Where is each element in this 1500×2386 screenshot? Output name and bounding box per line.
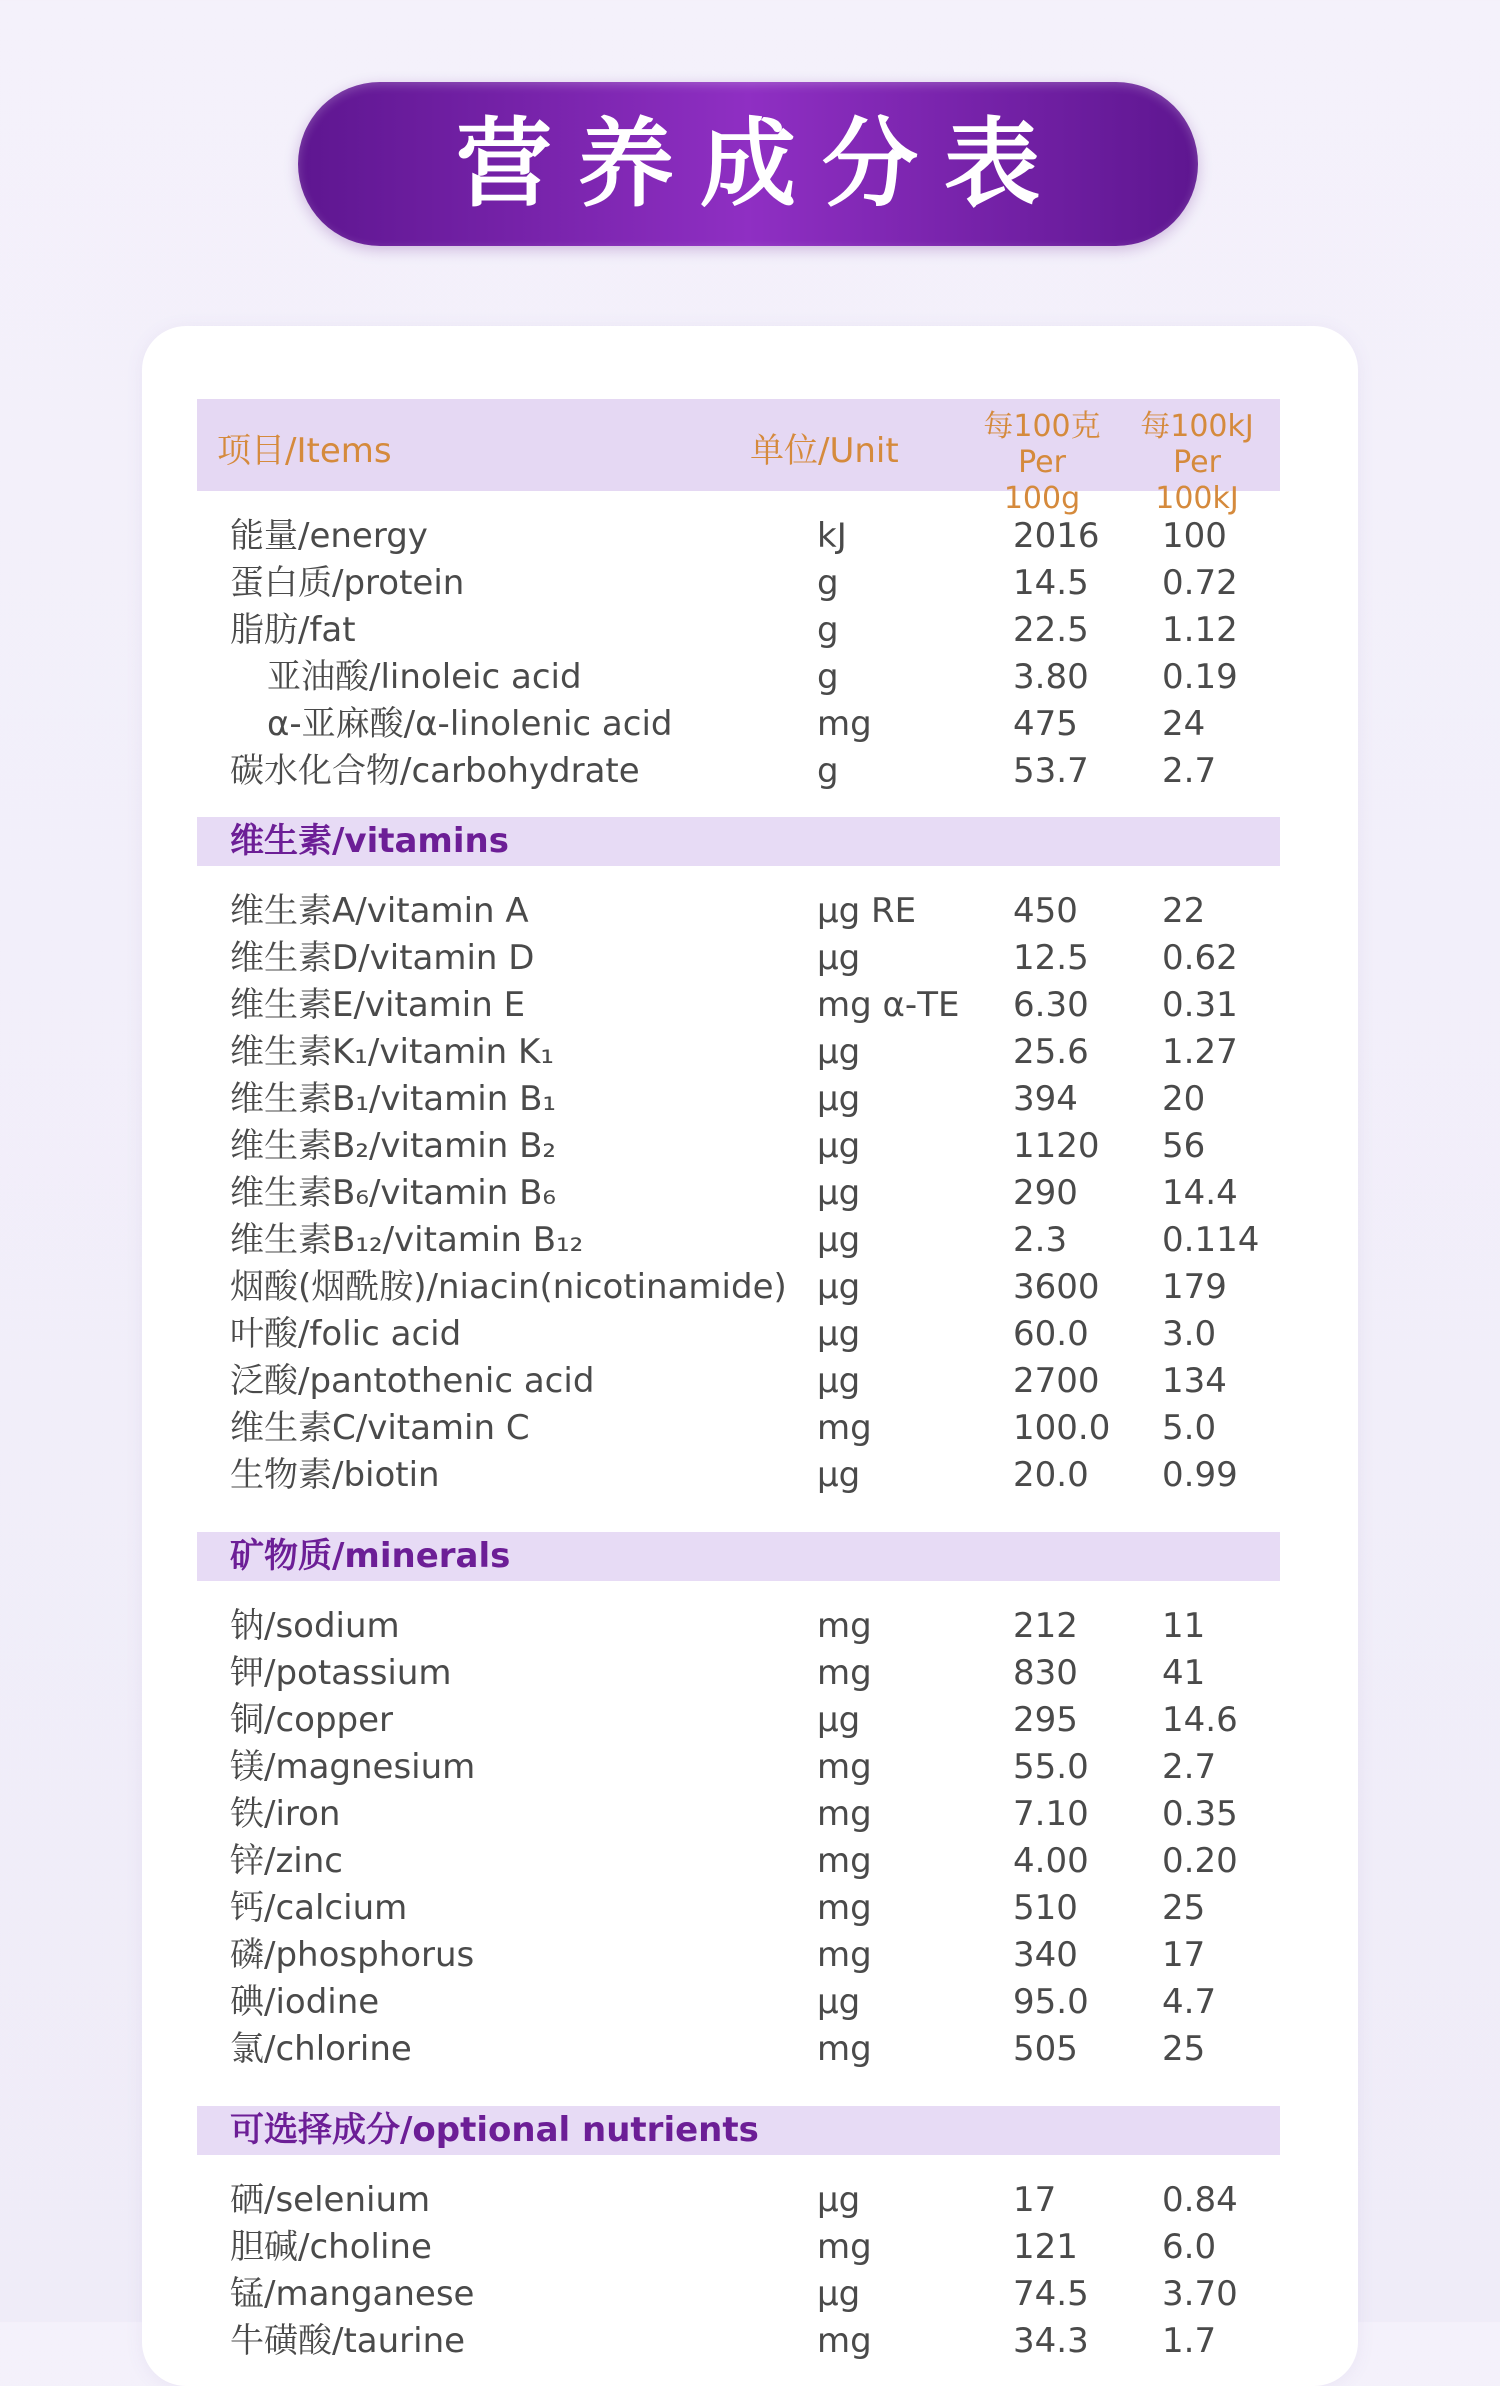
value-per-100kj: 0.84 [1162, 2180, 1238, 2220]
mineral-rows [197, 1603, 1280, 2073]
nutrient-unit: mg [817, 1794, 872, 1834]
nutrient-name: 维生素E/vitamin E [230, 985, 526, 1025]
table-row [197, 1264, 1280, 1311]
nutrient-unit: mg [817, 1747, 872, 1787]
value-per-100g: 7.10 [1013, 1794, 1089, 1834]
value-per-100kj: 3.0 [1162, 1314, 1217, 1354]
value-per-100g: 1120 [1013, 1126, 1100, 1166]
value-per-100kj: 6.0 [1162, 2227, 1217, 2267]
nutrient-unit: g [817, 751, 839, 791]
nutrient-unit: mg [817, 1888, 872, 1928]
nutrient-unit: μg [817, 1126, 861, 1166]
value-per-100kj: 5.0 [1162, 1408, 1217, 1448]
value-per-100kj: 4.7 [1162, 1982, 1217, 2022]
value-per-100kj: 0.62 [1162, 938, 1238, 978]
nutrient-unit: μg [817, 1700, 861, 1740]
nutrient-unit: μg [817, 1079, 861, 1119]
value-per-100g: 55.0 [1013, 1747, 1089, 1787]
nutrient-unit: μg [817, 1361, 861, 1401]
table-row [197, 607, 1280, 654]
value-per-100kj: 3.70 [1162, 2274, 1238, 2314]
header-per-100kj-cn: 每100kJ [1140, 409, 1254, 444]
value-per-100g: 475 [1013, 704, 1078, 744]
table-row [197, 2177, 1280, 2224]
value-per-100kj: 1.12 [1162, 610, 1238, 650]
value-per-100g: 2016 [1013, 516, 1100, 556]
value-per-100kj: 100 [1162, 516, 1227, 556]
table-row [197, 1650, 1280, 1697]
table-row [197, 982, 1280, 1029]
value-per-100kj: 2.7 [1162, 751, 1217, 791]
header-per-100kj-en: Per 100kJ [1155, 445, 1239, 516]
table-row [197, 513, 1280, 560]
nutrient-name: 烟酸(烟酰胺)/niacin(nicotinamide) [230, 1267, 787, 1307]
nutrient-name: 维生素K₁/vitamin K₁ [230, 1032, 554, 1072]
nutrient-unit: mg [817, 2029, 872, 2069]
nutrient-name: 维生素B₂/vitamin B₂ [230, 1126, 557, 1166]
table-row [197, 1932, 1280, 1979]
table-row [197, 1452, 1280, 1499]
value-per-100g: 14.5 [1013, 563, 1089, 603]
nutrient-name: 镁/magnesium [230, 1747, 476, 1787]
nutrient-unit: mg [817, 1653, 872, 1693]
value-per-100g: 2.3 [1013, 1220, 1068, 1260]
table-row [197, 888, 1280, 935]
value-per-100g: 290 [1013, 1173, 1078, 1213]
value-per-100kj: 25 [1162, 1888, 1206, 1928]
value-per-100g: 60.0 [1013, 1314, 1089, 1354]
value-per-100g: 830 [1013, 1653, 1078, 1693]
value-per-100g: 212 [1013, 1606, 1078, 1646]
value-per-100g: 22.5 [1013, 610, 1089, 650]
nutrient-unit: μg [817, 1314, 861, 1354]
nutrient-name: 维生素A/vitamin A [230, 891, 529, 931]
table-row [197, 1979, 1280, 2026]
table-row [197, 2318, 1280, 2365]
table-row [197, 1405, 1280, 1452]
nutrient-name: 胆碱/choline [230, 2227, 432, 2267]
table-row [197, 1358, 1280, 1405]
value-per-100kj: 1.27 [1162, 1032, 1238, 1072]
table-row [197, 935, 1280, 982]
value-per-100g: 121 [1013, 2227, 1078, 2267]
nutrient-name: 碳水化合物/carbohydrate [230, 751, 640, 791]
nutrient-name: 锰/manganese [230, 2274, 475, 2314]
value-per-100g: 53.7 [1013, 751, 1089, 791]
table-row [197, 1217, 1280, 1264]
value-per-100g: 20.0 [1013, 1455, 1089, 1495]
nutrient-unit: mg [817, 704, 872, 744]
table-row [197, 1123, 1280, 1170]
value-per-100g: 3.80 [1013, 657, 1089, 697]
value-per-100g: 3600 [1013, 1267, 1100, 1307]
value-per-100kj: 0.19 [1162, 657, 1238, 697]
table-row [197, 1885, 1280, 1932]
value-per-100g: 295 [1013, 1700, 1078, 1740]
nutrient-unit: mg [817, 1841, 872, 1881]
value-per-100g: 74.5 [1013, 2274, 1089, 2314]
basic-rows [197, 513, 1280, 795]
table-row [197, 2224, 1280, 2271]
value-per-100g: 4.00 [1013, 1841, 1089, 1881]
value-per-100kj: 22 [1162, 891, 1206, 931]
nutrient-name: 能量/energy [230, 516, 428, 556]
nutrient-name: 脂肪/fat [230, 610, 356, 650]
nutrient-unit: mg [817, 2227, 872, 2267]
nutrient-unit: μg [817, 1982, 861, 2022]
table-row [197, 1838, 1280, 1885]
nutrient-unit: μg [817, 1455, 861, 1495]
nutrient-name: 钙/calcium [230, 1888, 408, 1928]
value-per-100kj: 56 [1162, 1126, 1206, 1166]
table-row [197, 2271, 1280, 2318]
nutrient-name: 亚油酸/linoleic acid [267, 657, 582, 697]
value-per-100kj: 14.4 [1162, 1173, 1238, 1213]
nutrient-name: 氯/chlorine [230, 2029, 412, 2069]
nutrient-name: 碘/iodine [230, 1982, 380, 2022]
nutrient-name: 磷/phosphorus [230, 1935, 475, 1975]
nutrient-unit: μg [817, 1267, 861, 1307]
value-per-100kj: 2.7 [1162, 1747, 1217, 1787]
nutrient-unit: mg [817, 1606, 872, 1646]
table-row [197, 748, 1280, 795]
value-per-100g: 6.30 [1013, 985, 1089, 1025]
nutrient-unit: g [817, 657, 839, 697]
nutrient-unit: μg [817, 2180, 861, 2220]
page-title: 营养成分表 [456, 108, 1066, 220]
value-per-100kj: 0.35 [1162, 1794, 1238, 1834]
value-per-100g: 450 [1013, 891, 1078, 931]
vitamin-rows [197, 888, 1280, 1499]
nutrient-name: 铁/iron [230, 1794, 341, 1834]
nutrient-name: 铜/copper [230, 1700, 394, 1740]
value-per-100g: 394 [1013, 1079, 1078, 1119]
nutrient-unit: mg [817, 1408, 872, 1448]
table-row [197, 1170, 1280, 1217]
table-row [197, 1311, 1280, 1358]
value-per-100g: 340 [1013, 1935, 1078, 1975]
table-row [197, 560, 1280, 607]
value-per-100kj: 179 [1162, 1267, 1227, 1307]
title-banner [298, 82, 1198, 246]
value-per-100g: 2700 [1013, 1361, 1100, 1401]
nutrient-name: 泛酸/pantothenic acid [230, 1361, 595, 1401]
nutrient-name: 钠/sodium [230, 1606, 400, 1646]
header-per-100g [977, 409, 1107, 517]
nutrient-unit: mg [817, 1935, 872, 1975]
header-per-100g-en: Per 100g [1003, 445, 1081, 516]
nutrient-unit: mg [817, 2321, 872, 2361]
nutrient-unit: mg α-TE [817, 985, 960, 1025]
header-per-100g-cn: 每100克 [983, 409, 1101, 444]
value-per-100g: 100.0 [1013, 1408, 1111, 1448]
value-per-100kj: 11 [1162, 1606, 1206, 1646]
value-per-100kj: 0.114 [1162, 1220, 1260, 1260]
value-per-100g: 95.0 [1013, 1982, 1089, 2022]
value-per-100kj: 134 [1162, 1361, 1227, 1401]
section-vitamins: 维生素/vitamins [197, 817, 1280, 866]
value-per-100kj: 0.72 [1162, 563, 1238, 603]
header-items: 项目/Items [217, 431, 392, 471]
nutrient-unit: μg [817, 1173, 861, 1213]
nutrient-name: 维生素B₁/vitamin B₁ [230, 1079, 557, 1119]
nutrient-unit: g [817, 610, 839, 650]
nutrient-name: 维生素B₆/vitamin B₆ [230, 1173, 557, 1213]
table-row [197, 2026, 1280, 2073]
value-per-100g: 505 [1013, 2029, 1078, 2069]
value-per-100kj: 17 [1162, 1935, 1206, 1975]
value-per-100kj: 0.20 [1162, 1841, 1238, 1881]
nutrient-name: 叶酸/folic acid [230, 1314, 462, 1354]
nutrient-unit: μg [817, 2274, 861, 2314]
value-per-100kj: 25 [1162, 2029, 1206, 2069]
section-minerals: 矿物质/minerals [197, 1532, 1280, 1581]
nutrient-unit: μg RE [817, 891, 917, 931]
nutrient-name: 维生素D/vitamin D [230, 938, 535, 978]
nutrition-table [197, 399, 1280, 2365]
nutrient-name: 维生素B₁₂/vitamin B₁₂ [230, 1220, 584, 1260]
header-unit: 单位/Unit [750, 431, 899, 471]
nutrient-unit: g [817, 563, 839, 603]
value-per-100kj: 0.99 [1162, 1455, 1238, 1495]
value-per-100g: 34.3 [1013, 2321, 1089, 2361]
table-row [197, 1076, 1280, 1123]
value-per-100kj: 14.6 [1162, 1700, 1238, 1740]
table-header [197, 399, 1280, 516]
table-row [197, 1029, 1280, 1076]
table-row [197, 1697, 1280, 1744]
nutrient-name: 牛磺酸/taurine [230, 2321, 466, 2361]
nutrient-unit: μg [817, 1220, 861, 1260]
section-optional: 可选择成分/optional nutrients [197, 2106, 1280, 2155]
nutrient-unit: μg [817, 938, 861, 978]
nutrient-name: 生物素/biotin [230, 1455, 440, 1495]
table-row [197, 1791, 1280, 1838]
value-per-100g: 12.5 [1013, 938, 1089, 978]
value-per-100kj: 1.7 [1162, 2321, 1217, 2361]
value-per-100g: 25.6 [1013, 1032, 1089, 1072]
optional-rows [197, 2177, 1280, 2365]
nutrient-unit: μg [817, 1032, 861, 1072]
nutrient-name: 蛋白质/protein [230, 563, 465, 603]
header-per-100kj [1127, 409, 1267, 517]
nutrient-name: α-亚麻酸/α-linolenic acid [267, 704, 673, 744]
nutrient-unit: kJ [817, 516, 847, 556]
value-per-100g: 17 [1013, 2180, 1057, 2220]
value-per-100kj: 41 [1162, 1653, 1206, 1693]
nutrient-name: 钾/potassium [230, 1653, 452, 1693]
table-row [197, 654, 1280, 701]
value-per-100kj: 0.31 [1162, 985, 1238, 1025]
nutrient-name: 锌/zinc [230, 1841, 343, 1881]
value-per-100g: 510 [1013, 1888, 1078, 1928]
table-row [197, 1744, 1280, 1791]
value-per-100kj: 20 [1162, 1079, 1206, 1119]
nutrient-name: 维生素C/vitamin C [230, 1408, 530, 1448]
nutrient-name: 硒/selenium [230, 2180, 431, 2220]
value-per-100kj: 24 [1162, 704, 1206, 744]
table-row [197, 701, 1280, 748]
table-row [197, 1603, 1280, 1650]
